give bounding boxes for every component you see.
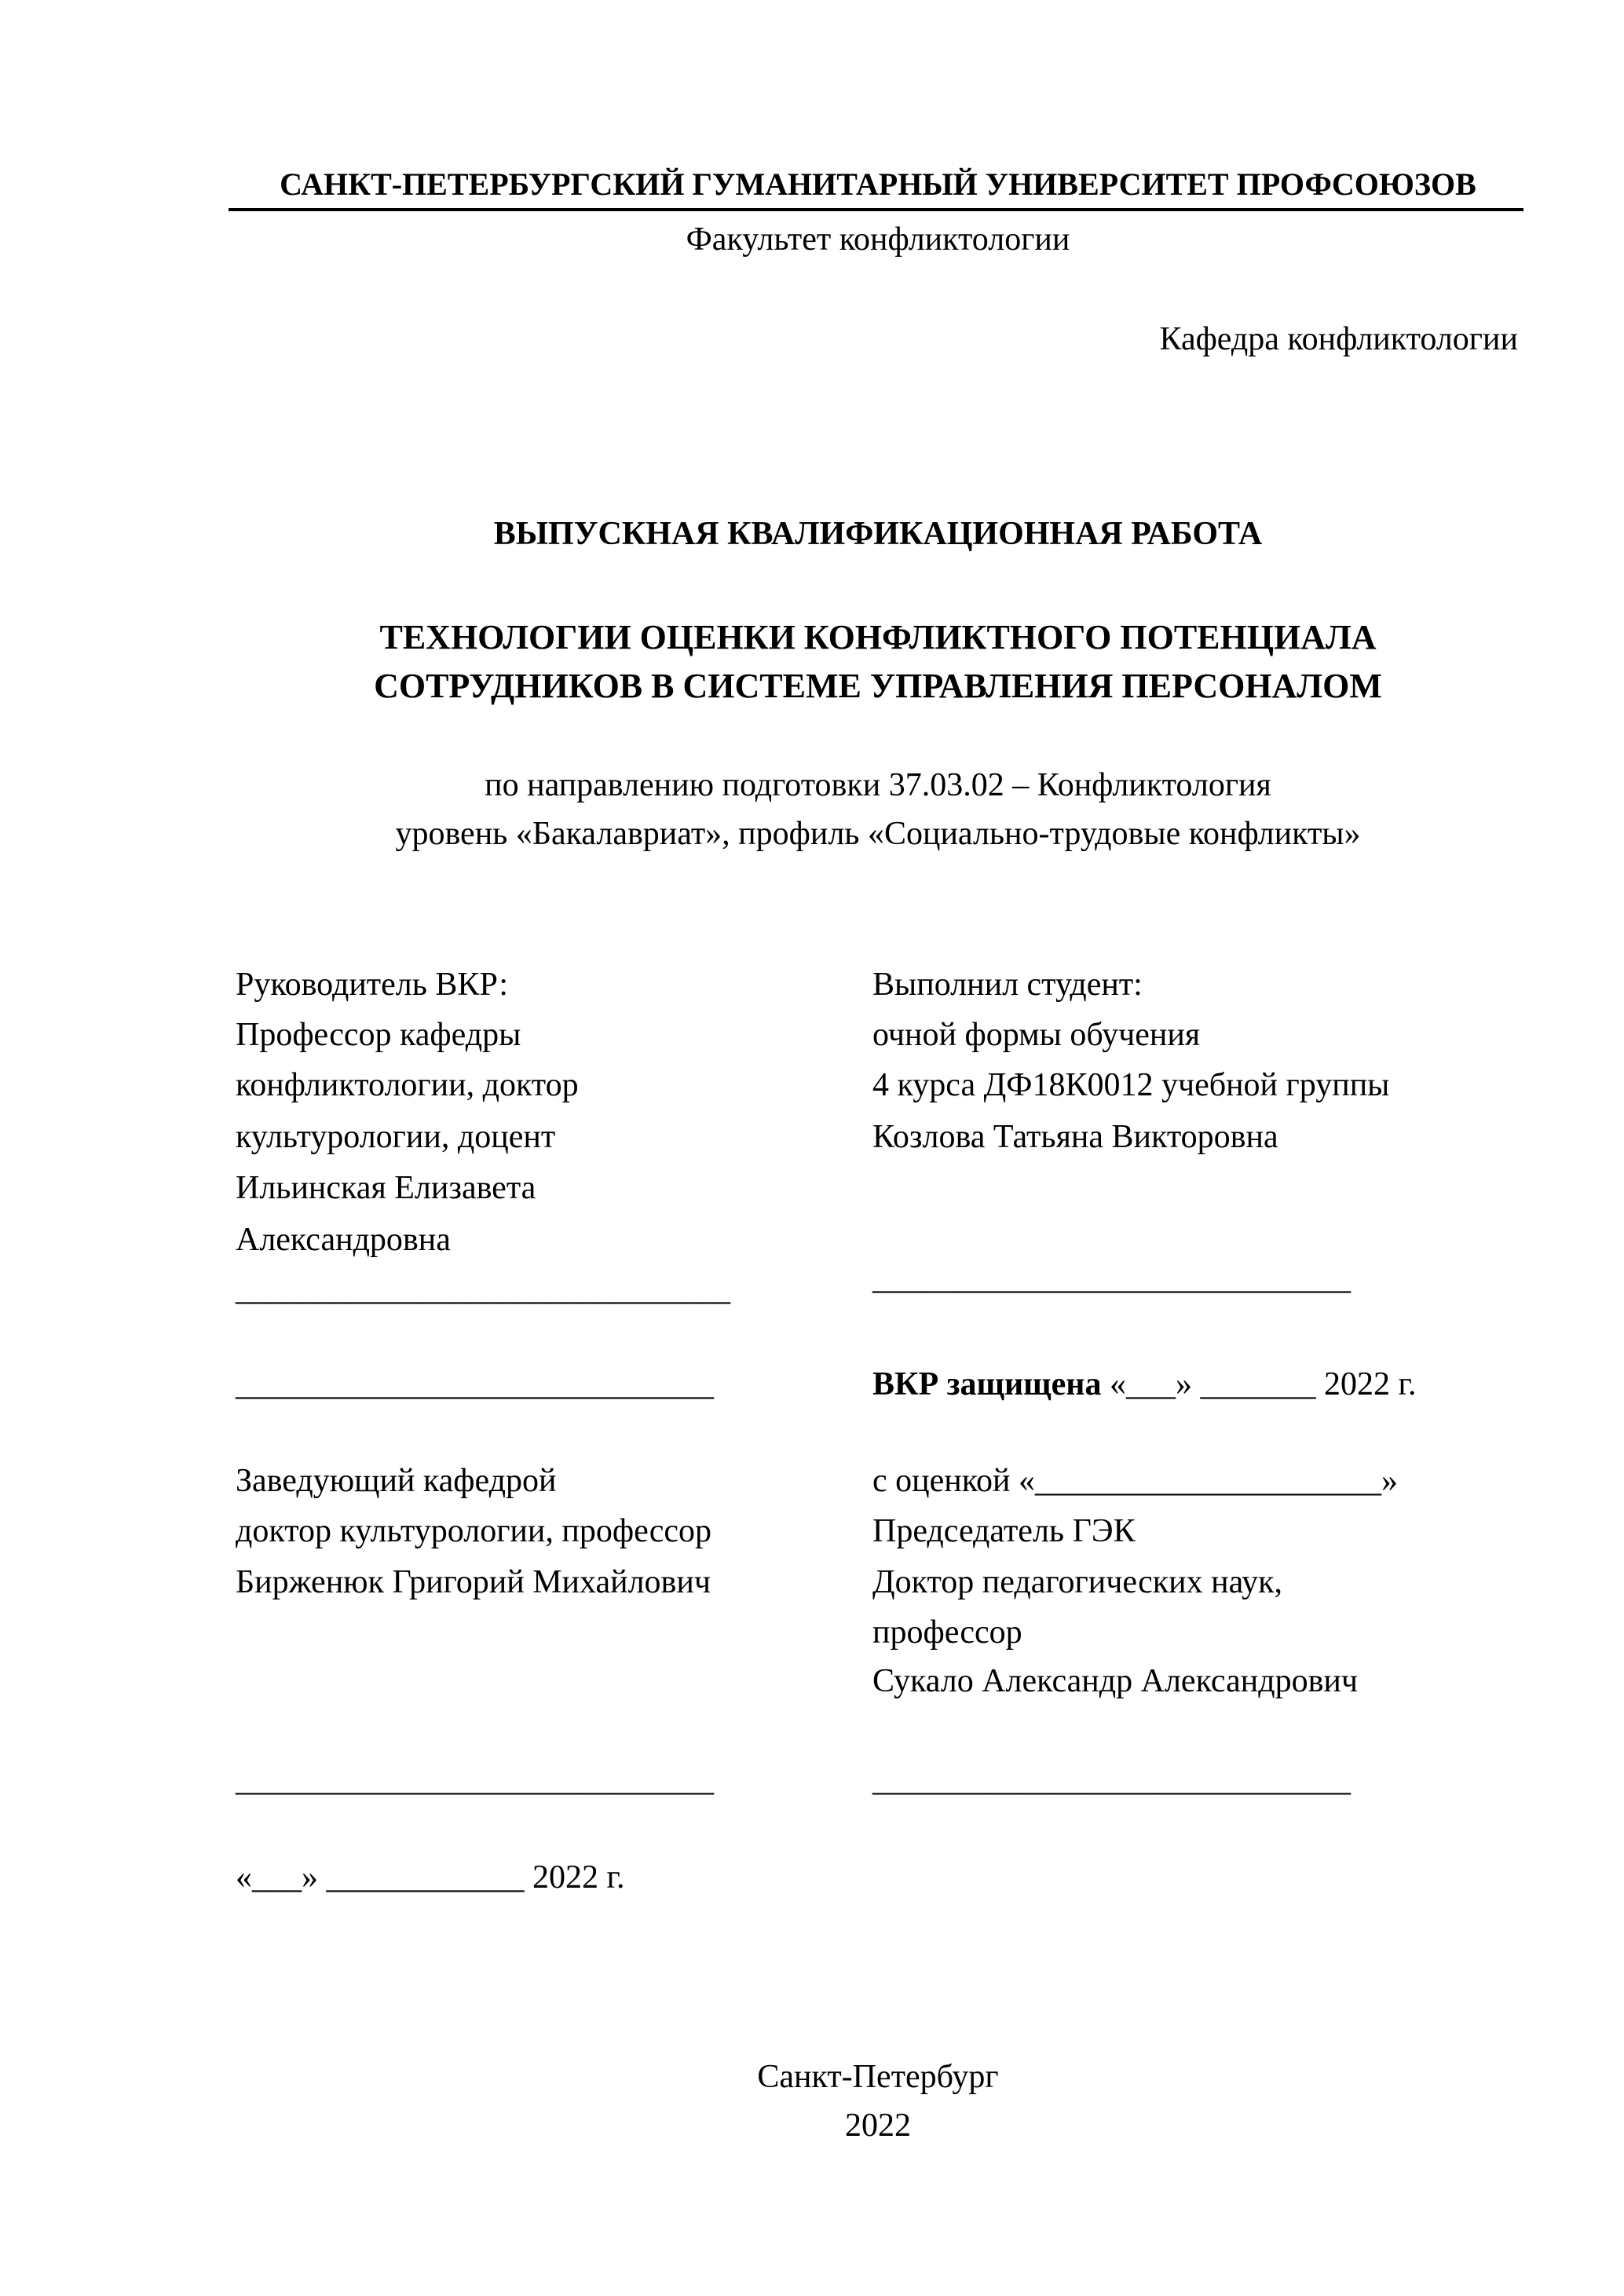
supervisor-line: Профессор кафедры bbox=[236, 1017, 521, 1053]
head-line: Бирженюк Григорий Михайлович bbox=[236, 1564, 711, 1600]
head-signature-line: _____________________________ bbox=[236, 1762, 714, 1798]
level-profile: уровень «Бакалавриат», профиль «Социально-трудовые конфликты» bbox=[395, 816, 1361, 852]
head-line: Заведующий кафедрой bbox=[236, 1463, 557, 1499]
student-line: 4 курса ДФ18К0012 учебной группы bbox=[872, 1067, 1390, 1103]
faculty-name: Факультет конфликтологии bbox=[686, 221, 1070, 258]
supervisor-line: Ильинская Елизавета bbox=[236, 1170, 536, 1206]
student-signature-line: _____________________________ bbox=[872, 1260, 1351, 1296]
work-type: ВЫПУСКНАЯ КВАЛИФИКАЦИОННАЯ РАБОТА bbox=[493, 516, 1263, 552]
footer-city: Санкт-Петербург bbox=[757, 2059, 999, 2095]
chair-signature-line: _____________________________ bbox=[872, 1762, 1351, 1798]
university-name: САНКТ-ПЕТЕРБУРГСКИЙ ГУМАНИТАРНЫЙ УНИВЕРСИТЕТ ПРОФСОЮЗОВ bbox=[280, 166, 1476, 202]
supervisor-signature-line-2: _____________________________ bbox=[236, 1366, 714, 1402]
student-line: Выполнил студент: bbox=[872, 967, 1143, 1003]
defense-date: «___» _______ 2022 г. bbox=[1101, 1366, 1417, 1402]
student-line: Козлова Татьяна Викторовна bbox=[872, 1119, 1278, 1155]
supervisor-line: культурологии, доцент bbox=[236, 1119, 556, 1155]
defense-line bbox=[872, 1359, 1416, 1409]
topic-line-1: ТЕХНОЛОГИИ ОЦЕНКИ КОНФЛИКТНОГО ПОТЕНЦИАЛА bbox=[379, 618, 1377, 656]
chair-line: Сукало Александр Александрович bbox=[872, 1663, 1359, 1699]
chair-line: Председатель ГЭК bbox=[872, 1513, 1136, 1549]
head-line: доктор культурологии, профессор bbox=[236, 1513, 712, 1549]
supervisor-line: конфликтологии, доктор bbox=[236, 1067, 579, 1103]
topic-line-2: СОТРУДНИКОВ В СИСТЕМЕ УПРАВЛЕНИЯ ПЕРСОНАЛОМ bbox=[374, 667, 1382, 705]
chair-line: Доктор педагогических наук, bbox=[872, 1564, 1282, 1600]
head-date: «___» ____________ 2022 г. bbox=[236, 1859, 625, 1896]
supervisor-line: Руководитель ВКР: bbox=[236, 967, 509, 1003]
supervisor-signature-line: ______________________________ bbox=[236, 1271, 730, 1307]
chair-line: профессор bbox=[872, 1614, 1022, 1651]
department-name: Кафедра конфликтологии bbox=[1159, 321, 1518, 357]
header-rule bbox=[229, 208, 1523, 211]
student-line: очной формы обучения bbox=[872, 1017, 1201, 1053]
defense-label: ВКР защищена bbox=[872, 1366, 1102, 1402]
footer-year: 2022 bbox=[845, 2108, 911, 2144]
direction: по направлению подготовки 37.03.02 – Конфликтология bbox=[485, 767, 1271, 803]
supervisor-line: Александровна bbox=[236, 1222, 451, 1258]
defense-grade: с оценкой «_____________________» bbox=[872, 1463, 1398, 1499]
